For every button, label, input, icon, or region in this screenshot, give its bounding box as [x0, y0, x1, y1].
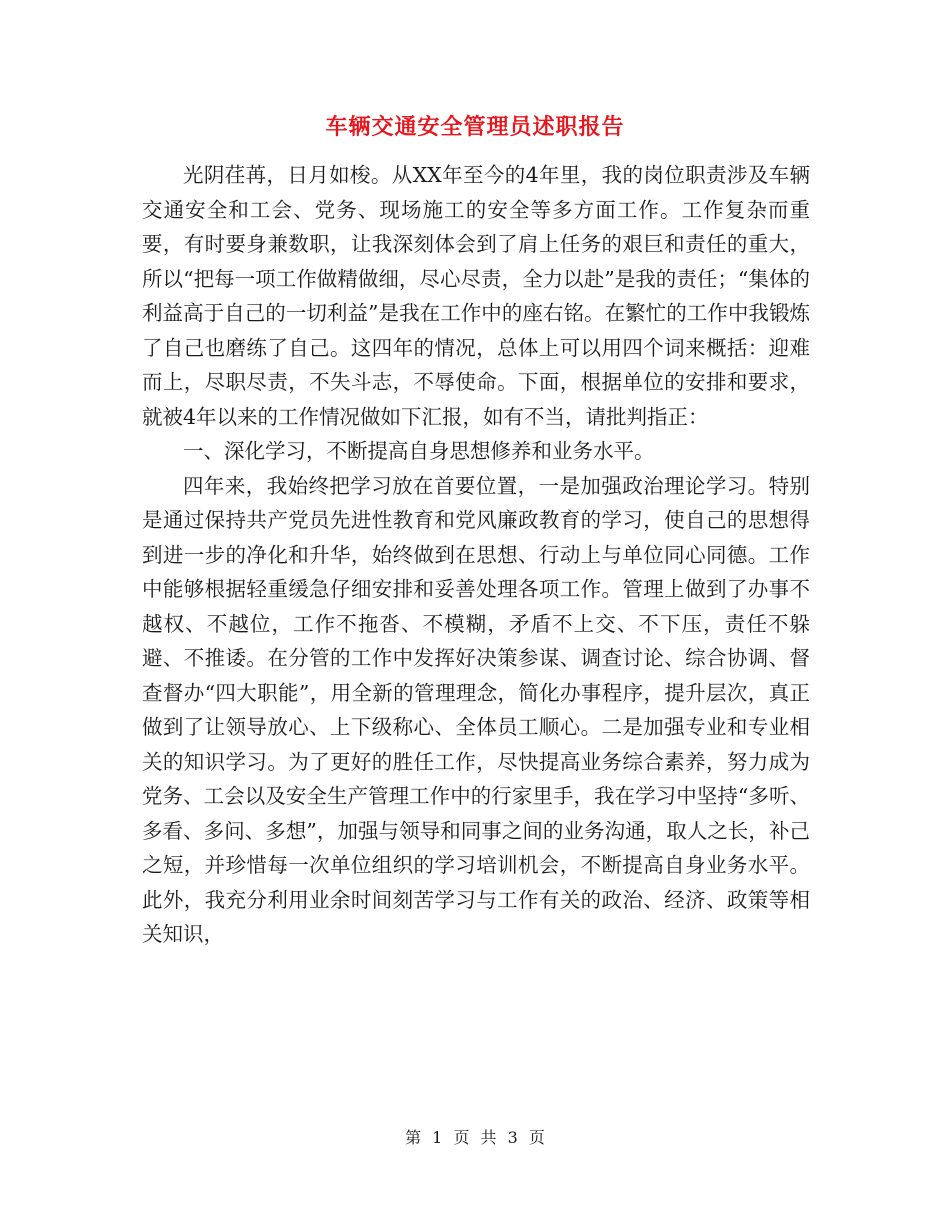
document-body [142, 158, 810, 952]
paragraph-intro: 光阴荏苒，日月如梭。从XX年至今的4年里，我的岗位职责涉及车辆交通安全和工会、党务、现场施工的安全等多方面工作。工作复杂而重要，有时要身兼数职，让我深刻体会到了肩上任务的艰巨和责任的重大，所以“把每一项工作做精做细，尽心尽责，全力以赴”是我的责任；“集体的利益高于自己的一切利益”是我在工作中的座右铭。在繁忙的工作中我锻炼了自己也磨练了自己。这四年的情况，总体上可以用四个词来概括：迎难而上，尽职尽责，不失斗志，不辱使命。下面，根据单位的安排和要求，就被4年以来的工作情况做如下汇报，如有不当，请批判指正： [142, 163, 810, 429]
paragraph-section-1: 四年来，我始终把学习放在首要位置，一是加强政治理论学习。特别是通过保持共产党员先进性教育和党风廉政教育的学习，使自己的思想得到进一步的净化和升华，始终做到在思想、行动上与单位同心同德。工作中能够根据轻重缓急仔细安排和妥善处理各项工作。管理上做到了办事不越权、不越位，工作不拖沓、不模糊，矛盾不上交、不下压，责任不躲避、不推诿。在分管的工作中发挥好决策参谋、调查讨论、综合协调、督查督办“四大职能”，用全新的管理理念，简化办事程序，提升层次，真正做到了让领导放心、上下级称心、全体员工顺心。二是加强专业和专业相关的知识学习。为了更好的胜任工作，尽快提高业务综合素养，努力成为党务、工会以及安全生产管理工作中的行家里手，我在学习中坚持“多听、多看、多问、多想”，加强与领导和同事之间的业务沟通，取人之长，补己之短，并珍惜每一次单位组织的学习培训机会，不断提高自身业务水平。此外，我充分利用业余时间刻苦学习与工作有关的政治、经济、政策等相关知识， [142, 473, 810, 946]
section-heading-1: 一、深化学习，不断提高自身思想修养和业务水平。 [183, 439, 655, 463]
page-number-footer: 第 1 页 共 3 页 [405, 1128, 545, 1147]
document-title: 车辆交通安全管理员述职报告 [325, 114, 625, 140]
